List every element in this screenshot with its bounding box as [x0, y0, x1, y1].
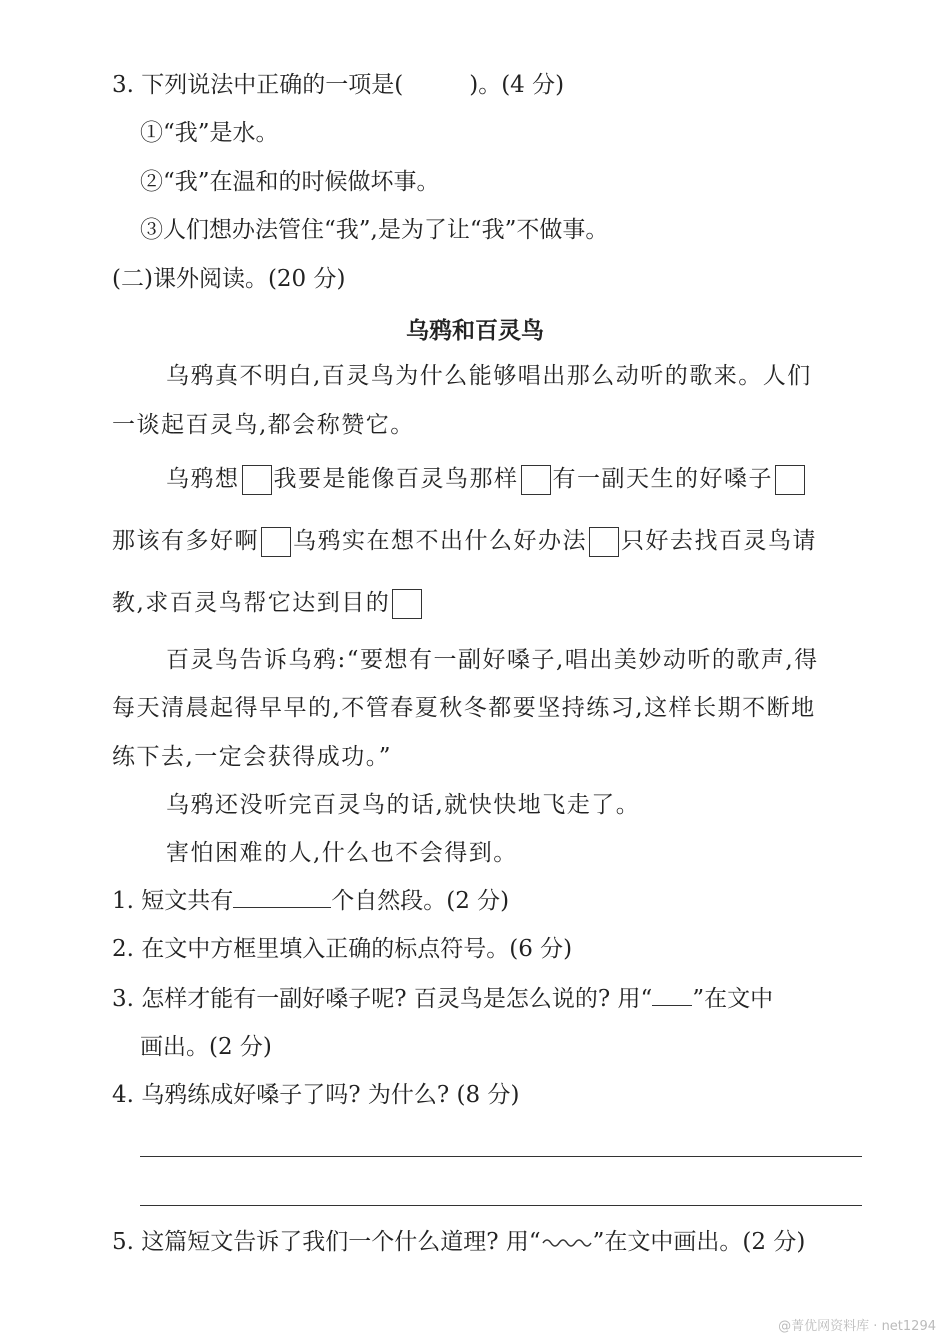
punctuation-box-1[interactable]: [242, 465, 272, 495]
passage-title: 乌鸦和百灵鸟: [406, 318, 544, 344]
p2-text-a: 乌鸦想: [166, 466, 240, 492]
q3-suffix: )。(4 分): [469, 72, 565, 98]
question-1: [112, 886, 509, 916]
q3-option-3: ③人们想办法管住“我”,是为了让“我”不做事。: [140, 217, 609, 243]
p2-text-c: 有一副天生的好嗓子: [552, 466, 773, 492]
watermark: @菁优网资料库 · net1294: [778, 1319, 936, 1334]
q1-text-b: 个自然段。(2 分): [331, 888, 510, 914]
question-5: [112, 1227, 805, 1257]
passage-p5: 害怕困难的人,什么也不会得到。: [166, 840, 518, 866]
p2-text-e: 乌鸦实在想不出什么好办法: [293, 528, 587, 554]
straight-underline-symbol: [652, 987, 692, 1006]
q1-answer-blank[interactable]: [233, 887, 331, 908]
p2-text-g: 教,求百灵鸟帮它达到目的: [112, 590, 391, 616]
answer-line-1[interactable]: [140, 1156, 862, 1157]
p2-text-d: 那该有多好啊: [112, 528, 259, 554]
passage-p2-line1: [166, 464, 807, 495]
wavy-underline-symbol: [541, 1235, 593, 1249]
punctuation-box-3[interactable]: [775, 465, 805, 495]
punctuation-box-2[interactable]: [521, 465, 551, 495]
q5-text-a: 5. 这篇短文告诉了我们一个什么道理? 用“: [112, 1229, 541, 1255]
question-2: 2. 在文中方框里填入正确的标点符号。(6 分): [112, 936, 573, 962]
passage-p3-line3: 练下去,一定会获得成功。”: [112, 744, 393, 770]
punctuation-box-5[interactable]: [589, 527, 619, 557]
question-4: 4. 乌鸦练成好嗓子了吗? 为什么? (8 分): [112, 1082, 520, 1108]
passage-p2-line2: [112, 526, 817, 557]
q1-text-a: 1. 短文共有: [112, 888, 234, 914]
question-3-line2: 画出。(2 分): [140, 1034, 272, 1060]
punctuation-box-6[interactable]: [392, 589, 422, 619]
passage-p3-line1: 百灵鸟告诉乌鸦:“要想有一副好嗓子,唱出美妙动听的歌声,得: [166, 647, 819, 673]
q3-prefix: 3. 下列说法中正确的一项是(: [112, 72, 404, 98]
q5-text-b: ”在文中画出。(2 分): [592, 1229, 806, 1255]
punctuation-box-4[interactable]: [261, 527, 291, 557]
p2-text-f: 只好去找百灵鸟请: [621, 528, 817, 554]
answer-line-2[interactable]: [140, 1205, 862, 1206]
q3-option-1: ①“我”是水。: [140, 120, 279, 146]
question-3: [112, 984, 773, 1014]
q3b-text-b: ”在文中: [692, 986, 774, 1012]
passage-p1-line2: 一谈起百灵鸟,都会称赞它。: [112, 412, 415, 438]
passage-p2-line3: [112, 588, 424, 619]
q3-stem: [112, 70, 564, 100]
passage-p1-line1: 乌鸦真不明白,百灵鸟为什么能够唱出那么动听的歌来。人们: [166, 363, 812, 389]
q3-option-2: ②“我”在温和的时候做坏事。: [140, 169, 440, 195]
p2-text-b: 我要是能像百灵鸟那样: [273, 466, 519, 492]
section-heading: (二)课外阅读。(20 分): [112, 266, 346, 292]
q3b-text-a: 3. 怎样才能有一副好嗓子呢? 百灵鸟是怎么说的? 用“: [112, 986, 653, 1012]
passage-p3-line2: 每天清晨起得早早的,不管春夏秋冬都要坚持练习,这样长期不断地: [112, 695, 816, 721]
passage-p4: 乌鸦还没听完百灵鸟的话,就快快地飞走了。: [166, 792, 641, 818]
